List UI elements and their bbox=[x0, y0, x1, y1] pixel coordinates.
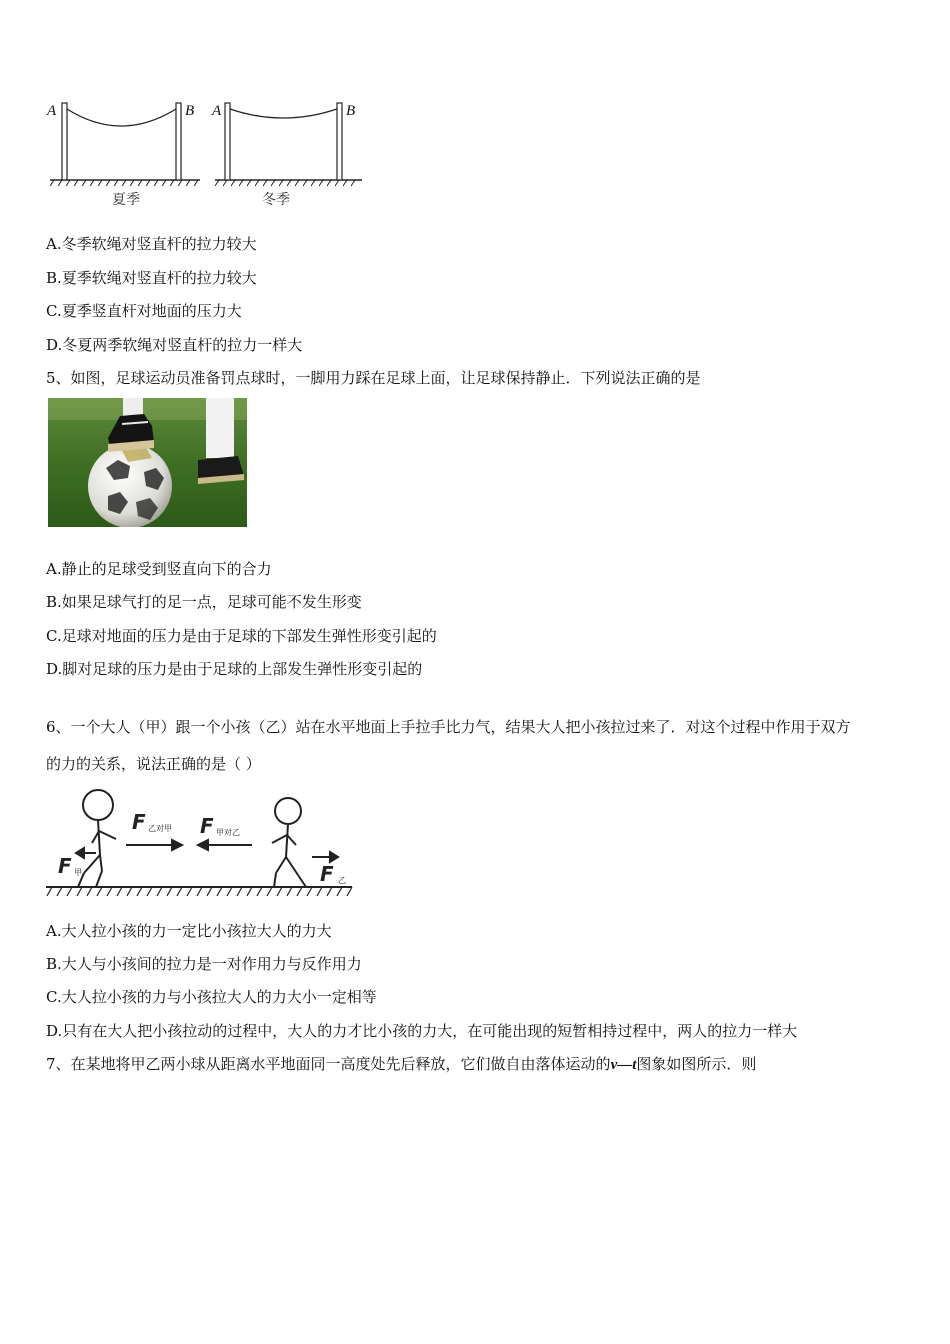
f-jia-dui-yi-symbol: F bbox=[200, 814, 214, 838]
q5-option-b: B.如果足球气打的足一点，足球可能不发生形变 bbox=[46, 593, 362, 611]
summer-diagram bbox=[50, 103, 200, 186]
q7-stem-vt: v—t bbox=[610, 1057, 637, 1073]
q6-stem-line2: 的力的关系，说法正确的是（ ） bbox=[46, 755, 261, 773]
f-yi-symbol: F bbox=[320, 862, 334, 886]
q6-option-b: B.大人与小孩间的拉力是一对作用力与反作用力 bbox=[46, 955, 362, 973]
winter-diagram bbox=[215, 103, 362, 186]
adult-figure bbox=[78, 790, 116, 887]
q5-stem: 5、如图，足球运动员准备罚点球时，一脚用力踩在足球上面，让足球保持静止．下列说法正确的是 bbox=[46, 369, 701, 387]
rope-pole-figure bbox=[40, 95, 370, 215]
child-figure bbox=[272, 798, 306, 887]
q6-option-d: D.只有在大人把小孩拉动的过程中，大人的力才比小孩的力大，在可能出现的短暂相持过程中，两人的拉力一样大 bbox=[46, 1022, 798, 1040]
soccer-photo bbox=[48, 398, 247, 527]
q5-option-c: C.足球对地面的压力是由于足球的下部发生弹性形变引起的 bbox=[46, 627, 437, 645]
q7-stem-prefix: 7、在某地将甲乙两小球从距离水平地面同一高度处先后释放，它们做自由落体运动的 bbox=[46, 1055, 611, 1073]
f-yi-subscript: 乙 bbox=[338, 876, 346, 885]
rope-pole-diagram bbox=[40, 95, 370, 215]
q5-option-a: A.静止的足球受到竖直向下的合力 bbox=[46, 560, 272, 578]
q5-option-d: D.脚对足球的压力是由于足球的上部发生弹性形变引起的 bbox=[46, 660, 423, 678]
f-jia-symbol: F bbox=[58, 854, 72, 878]
f-jia-dui-yi-subscript: 甲对乙 bbox=[216, 828, 240, 837]
q4-option-a: A.冬季软绳对竖直杆的拉力较大 bbox=[46, 235, 257, 253]
winter-label-b: B bbox=[346, 103, 356, 119]
f-yi-dui-jia-subscript: 乙对甲 bbox=[148, 824, 172, 833]
f-jia-subscript: 甲 bbox=[74, 868, 82, 877]
winter-label-a: A bbox=[212, 103, 222, 119]
tug-figure bbox=[44, 787, 356, 905]
tug-diagram bbox=[44, 787, 356, 905]
q6-option-c: C.大人拉小孩的力与小孩拉大人的力大小一定相等 bbox=[46, 988, 377, 1006]
q4-option-c: C.夏季竖直杆对地面的压力大 bbox=[46, 302, 242, 320]
summer-caption: 夏季 bbox=[112, 192, 140, 208]
f-yi-dui-jia-symbol: F bbox=[132, 810, 146, 834]
q7-stem-suffix: 图象如图所示．则 bbox=[636, 1055, 757, 1073]
q4-option-d: D.冬夏两季软绳对竖直杆的拉力一样大 bbox=[46, 336, 303, 354]
summer-label-a: A bbox=[47, 103, 57, 119]
q4-option-b: B.夏季软绳对竖直杆的拉力较大 bbox=[46, 269, 257, 287]
q7-stem bbox=[46, 1054, 756, 1075]
summer-label-b: B bbox=[185, 103, 195, 119]
q6-option-a: A.大人拉小孩的力一定比小孩拉大人的力大 bbox=[46, 922, 332, 940]
q6-stem-line1: 6、一个大人（甲）跟一个小孩（乙）站在水平地面上手拉手比力气，结果大人把小孩拉过来了．对这个过程中作用于双方 bbox=[46, 718, 851, 736]
winter-caption: 冬季 bbox=[262, 192, 290, 208]
